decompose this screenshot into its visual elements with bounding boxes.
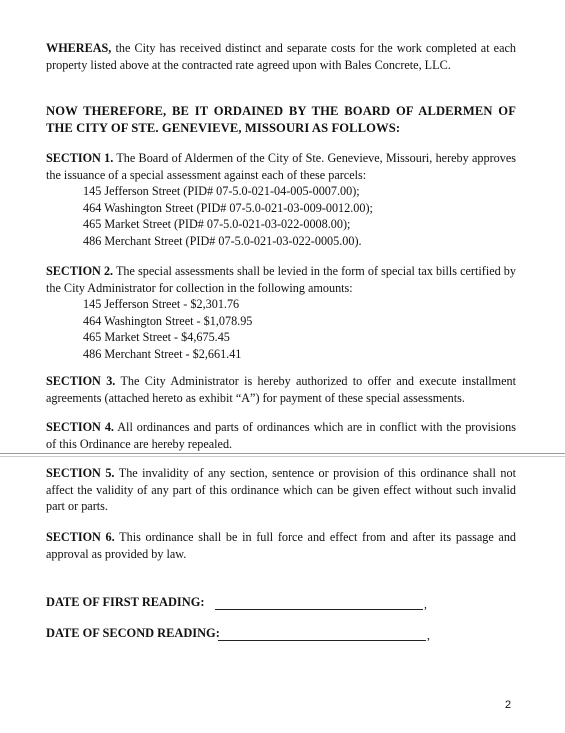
- section-5-label: SECTION 5.: [46, 466, 115, 480]
- section-4-label: SECTION 4.: [46, 420, 114, 434]
- amount-item: 464 Washington Street - $1,078.95: [83, 313, 253, 328]
- amount-item: 486 Merchant Street - $2,661.41: [83, 346, 242, 361]
- divider-line: [0, 456, 565, 457]
- section-4: [46, 419, 516, 452]
- amount-item: 145 Jefferson Street - $2,301.76: [83, 297, 240, 311]
- section-2: [46, 263, 516, 362]
- section-1-text: The Board of Aldermen of the City of Ste. Genevieve, Missouri, hereby approves the issuance of a special assessment against each of these parcels:: [46, 151, 517, 182]
- section-1-label: SECTION 1.: [46, 151, 114, 165]
- section-3-label: SECTION 3.: [46, 374, 116, 388]
- ordained-heading: NOW THEREFORE, BE IT ORDAINED BY THE BOARD OF ALDERMEN OF THE CITY OF STE. GENEVIEVE, MISSOURI AS FOLLOWS:: [46, 104, 516, 135]
- divider-line: [0, 453, 565, 454]
- first-reading-label: DATE OF FIRST READING:: [46, 595, 205, 609]
- section-2-text: The special assessments shall be levied in the form of special tax bills certified by the City Administrator for collection in the following amounts:: [46, 264, 516, 295]
- punctuation-comma: ,: [427, 628, 430, 642]
- parcel-list: [46, 183, 516, 249]
- section-6-text: This ordinance shall be in full force and effect from and after its passage and approval as provided by law.: [46, 530, 517, 561]
- section-4-text: All ordinances and parts of ordinances which are in conflict with the provisions of this Ordinance are hereby repealed.: [46, 420, 516, 451]
- first-reading-signature-line: [215, 609, 423, 610]
- parcel-item: 145 Jefferson Street (PID# 07-5.0-021-04-005-0007.00);: [83, 184, 360, 198]
- section-1: [46, 150, 516, 249]
- amount-list: [46, 296, 516, 362]
- amount-item: 465 Market Street - $4,675.45: [83, 330, 230, 344]
- whereas-paragraph: [46, 40, 516, 73]
- punctuation-comma: ,: [424, 597, 427, 611]
- whereas-text: the City has received distinct and separate costs for the work completed at each property listed above at the contracted rate agreed upon with Bales Concrete, LLC.: [46, 41, 517, 72]
- whereas-lead: WHEREAS,: [46, 41, 112, 55]
- section-2-label: SECTION 2.: [46, 264, 114, 278]
- section-3-text: The City Administrator is hereby authorized to offer and execute installment agreements (attached hereto as exhibit “A”) for payment of these special assessments.: [46, 374, 516, 405]
- second-reading-signature-line: [218, 640, 426, 641]
- section-3: [46, 373, 516, 406]
- parcel-item: 465 Market Street (PID# 07-5.0-021-03-022-0008.00);: [83, 217, 351, 231]
- section-6: [46, 529, 516, 562]
- section-6-label: SECTION 6.: [46, 530, 115, 544]
- parcel-item: 486 Merchant Street (PID# 07-5.0-021-03-022-0005.00).: [83, 233, 362, 248]
- section-5-text: The invalidity of any section, sentence or provision of this ordinance shall not affect the validity of any part of this ordinance which can be given effect without such invalid part or parts.: [46, 466, 516, 513]
- page-number: 2: [505, 699, 512, 711]
- section-5: [46, 465, 516, 515]
- parcel-item: 464 Washington Street (PID# 07-5.0-021-03-009-0012.00);: [83, 200, 373, 215]
- second-reading-label: DATE OF SECOND READING:: [46, 626, 220, 640]
